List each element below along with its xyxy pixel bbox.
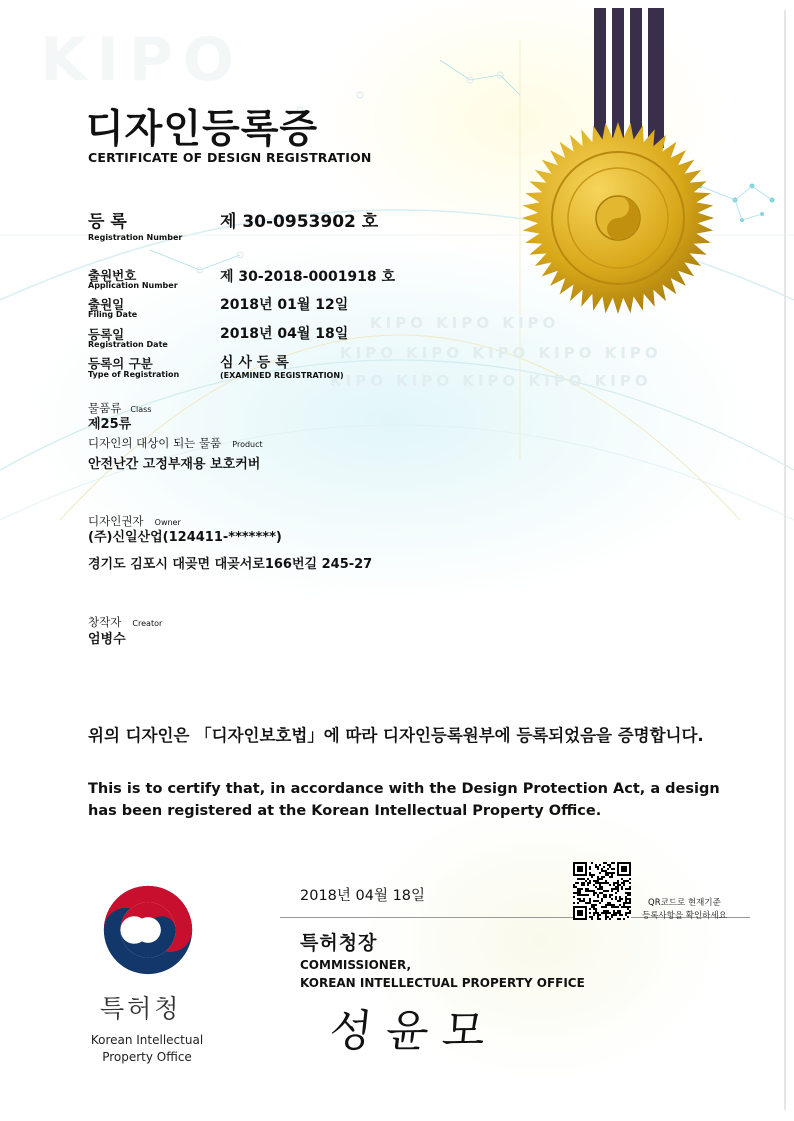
registration-label: 등 록 <box>88 212 127 232</box>
creator-label: 창작자 <box>88 615 122 629</box>
svg-text:KIPO KIPO KIPO KIPO KIPO: KIPO KIPO KIPO KIPO KIPO <box>340 344 662 362</box>
qr-note <box>642 897 727 923</box>
registration-number: 제 30-0953902 호 <box>220 212 379 232</box>
product-label-en: Product <box>232 440 263 449</box>
field-label-en: Type of Registration <box>88 370 180 379</box>
class-label: 물품류 <box>88 401 122 415</box>
page-edge <box>784 10 786 1110</box>
owner-label: 디자인권자 <box>88 514 144 528</box>
owner-address: 경기도 김포시 대곶면 대곶서로166번길 245-27 <box>88 557 373 572</box>
field-label: 등록일 <box>88 327 125 342</box>
title-korean: 디자인등록증 <box>86 107 319 152</box>
commissioner-signature: 성윤모 <box>326 1006 502 1057</box>
certification-statement-korean: 위의 디자인은 「디자인보호법」에 따라 디자인등록원부에 등록되었음을 증명합니다. <box>88 726 704 745</box>
field-label: 출원일 <box>88 297 125 312</box>
application-number: 제 30-2018-0001918 호 <box>220 269 396 285</box>
svg-text:KIPO: KIPO <box>40 25 244 95</box>
product-value: 안전난간 고정부재용 보호커버 <box>88 457 261 472</box>
qr-code-icon[interactable] <box>573 862 631 920</box>
field-label: 출원번호 <box>88 268 137 283</box>
registration-label-en: Registration Number <box>88 233 183 242</box>
product-label: 디자인의 대상이 되는 물품 <box>88 436 222 450</box>
qr-note-line: 등록사항을 확인하세요 <box>642 911 727 921</box>
field-label: 등록의 구분 <box>88 356 153 371</box>
class-label-en: Class <box>130 405 152 414</box>
official-seal-icon <box>518 118 718 318</box>
class-value: 제25류 <box>88 417 132 432</box>
issue-date: 2018년 04월 18일 <box>300 888 426 904</box>
registration-type-en: (EXAMINED REGISTRATION) <box>220 371 344 380</box>
commissioner-title-korean: 특허청장 <box>300 932 378 954</box>
field-label-en: Filing Date <box>88 310 138 319</box>
commissioner-title-english: COMMISSIONER, <box>300 958 412 972</box>
creator-label-en: Creator <box>132 619 163 628</box>
qr-note-line: QR코드로 현재기준 <box>648 898 721 908</box>
field-label-en: Application Number <box>88 281 178 290</box>
svg-text:KIPO KIPO KIPO KIPO KIPO: KIPO KIPO KIPO KIPO KIPO <box>330 372 652 390</box>
office-logo-text: 특허청 <box>100 994 182 1023</box>
registration-date: 2018년 04월 18일 <box>220 326 349 342</box>
creator-name: 엄병수 <box>88 632 126 647</box>
field-label-en: Registration Date <box>88 340 168 349</box>
registration-type: 심 사 등 록 <box>220 355 289 371</box>
taegeuk-logo-icon <box>102 884 194 976</box>
certification-statement-english: This is to certify that, in accordance with the Design Protection Act, a design has been registered at the Korean Intellectual Property Office. <box>88 781 720 819</box>
svg-text:KIPO KIPO KIPO: KIPO KIPO KIPO <box>370 314 560 332</box>
owner-name: (주)신일산업(124411-*******) <box>88 530 282 545</box>
office-logo-english: Korean Intellectual Property Office <box>90 1033 204 1064</box>
owner-label-en: Owner <box>154 518 181 527</box>
filing-date: 2018년 01월 12일 <box>220 297 349 313</box>
title-english: CERTIFICATE OF DESIGN REGISTRATION <box>88 150 372 165</box>
office-name-english: KOREAN INTELLECTUAL PROPERTY OFFICE <box>300 976 585 990</box>
product-label-row <box>88 432 263 451</box>
